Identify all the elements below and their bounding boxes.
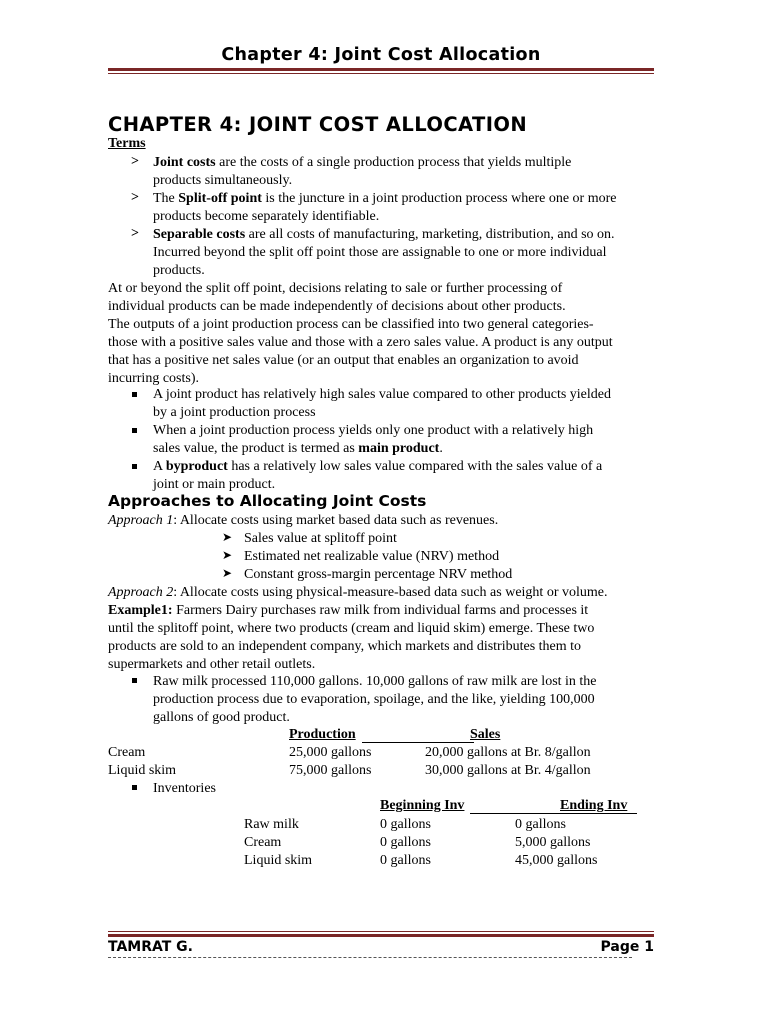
running-header: Chapter 4: Joint Cost Allocation [221,45,541,65]
row-sales: 20,000 gallons at Br. 8/gallon [425,745,591,760]
col-header-production: Production [289,727,356,742]
footer-rule-thin [108,931,654,932]
para2-line-1: The outputs of a joint production process can be classified into two general categories- [108,317,594,332]
bullet-square-1 [132,392,137,397]
method-3: Constant gross-margin percentage NRV method [244,567,513,582]
example-bullet-line-1: Raw milk processed 110,000 gallons. 10,000 gallons of raw milk are lost in the [153,674,597,689]
footer-dashed-line [108,957,632,958]
inv-row-begin: 0 gallons [380,817,431,832]
example-line-2: until the splitoff point, where two products (cream and liquid skim) emerge. These two [108,621,595,636]
row-name: Cream [108,745,146,760]
term-2-line-2: products become separately identifiable. [153,209,380,224]
inventory-header-underline [470,813,637,814]
term-3-line-3: products. [153,263,205,278]
bullet-1-line-2: by a joint production process [153,405,316,420]
row-production: 75,000 gallons [289,763,372,778]
header-rule-thin [108,73,654,74]
row-sales: 30,000 gallons at Br. 4/gallon [425,763,591,778]
chapter-heading: CHAPTER 4: JOINT COST ALLOCATION [108,113,528,136]
term-1-line-1: Joint costs are the costs of a single production process that yields multiple [153,155,572,170]
bullet-2-line-1: When a joint production process yields only one product with a relatively high [153,423,594,438]
approach-2-line: Approach 2: Allocate costs using physical-measure-based data such as weight or volume. [108,585,608,600]
bullet-3-line-1: A byproduct has a relatively low sales value compared with the sales value of a [153,459,603,474]
method-1: Sales value at splitoff point [244,531,397,546]
example-bullet-line-2: production process due to evaporation, spoilage, and the like, yielding 100,000 [153,692,595,707]
bullet-1-line-1: A joint product has relatively high sales value compared to other products yielded [153,387,611,402]
bullet-square-2 [132,428,137,433]
inv-row-end: 5,000 gallons [515,835,591,850]
terms-heading: Terms [108,136,146,151]
method-2: Estimated net realizable value (NRV) method [244,549,500,564]
header-underline [362,742,474,743]
inv-row-end: 45,000 gallons [515,853,598,868]
inv-row-begin: 0 gallons [380,853,431,868]
para2-line-3: that has a positive net sales value (or an output that enables an organization to avoid [108,353,579,368]
term-1-line-2: products simultaneously. [153,173,293,188]
example-line-3: products are sold to an independent company, which markets and distributes them to [108,639,582,654]
col-header-beginning: Beginning Inv [380,798,465,813]
footer-rule-thick [108,934,654,937]
inv-row-name: Raw milk [244,817,299,832]
para2-line-2: those with a positive sales value and those with a zero sales value. A product is any output [108,335,613,350]
term-marker-2: > [131,190,139,205]
para1-line-2: individual products can be made independently of decisions about other products. [108,299,566,314]
header-rule-thick [108,68,654,71]
inv-row-end: 0 gallons [515,817,566,832]
bullet-3-line-2: joint or main product. [153,477,276,492]
arrow-bullet-2: ➤ [222,548,233,562]
col-header-sales: Sales [470,727,501,742]
row-name: Liquid skim [108,763,177,778]
approach-1-line: Approach 1: Allocate costs using market based data such as revenues. [108,513,499,528]
arrow-bullet-1: ➤ [222,530,233,544]
bullet-2-line-2: sales value, the product is termed as main product. [153,441,443,456]
col-header-ending: Ending Inv [560,798,628,813]
para2-line-4: incurring costs). [108,371,199,386]
term-2-line-1: The Split-off point is the juncture in a joint production process where one or more [153,191,617,206]
example-line-1: Example1: Farmers Dairy purchases raw milk from individual farms and processes it [108,603,589,618]
inventories-label: Inventories [153,781,216,796]
bullet-square-3 [132,464,137,469]
inv-row-begin: 0 gallons [380,835,431,850]
arrow-bullet-3: ➤ [222,566,233,580]
footer-author: TAMRAT G. [108,939,193,955]
example-bullet-line-3: gallons of good product. [153,710,290,725]
inv-row-name: Liquid skim [244,853,313,868]
footer-page-number: Page 1 [600,939,654,955]
example-line-4: supermarkets and other retail outlets. [108,657,316,672]
bullet-square-4 [132,678,137,683]
term-marker-1: > [131,154,139,169]
term-3-line-2: Incurred beyond the split off point those are assignable to one or more individual [153,245,607,260]
term-marker-3: > [131,226,139,241]
term-3-line-1: Separable costs are all costs of manufacturing, marketing, distribution, and so on. [153,227,615,242]
inv-row-name: Cream [244,835,282,850]
row-production: 25,000 gallons [289,745,372,760]
para1-line-1: At or beyond the split off point, decisions relating to sale or further processing of [108,281,563,296]
bullet-square-5 [132,785,137,790]
approaches-heading: Approaches to Allocating Joint Costs [108,492,427,510]
